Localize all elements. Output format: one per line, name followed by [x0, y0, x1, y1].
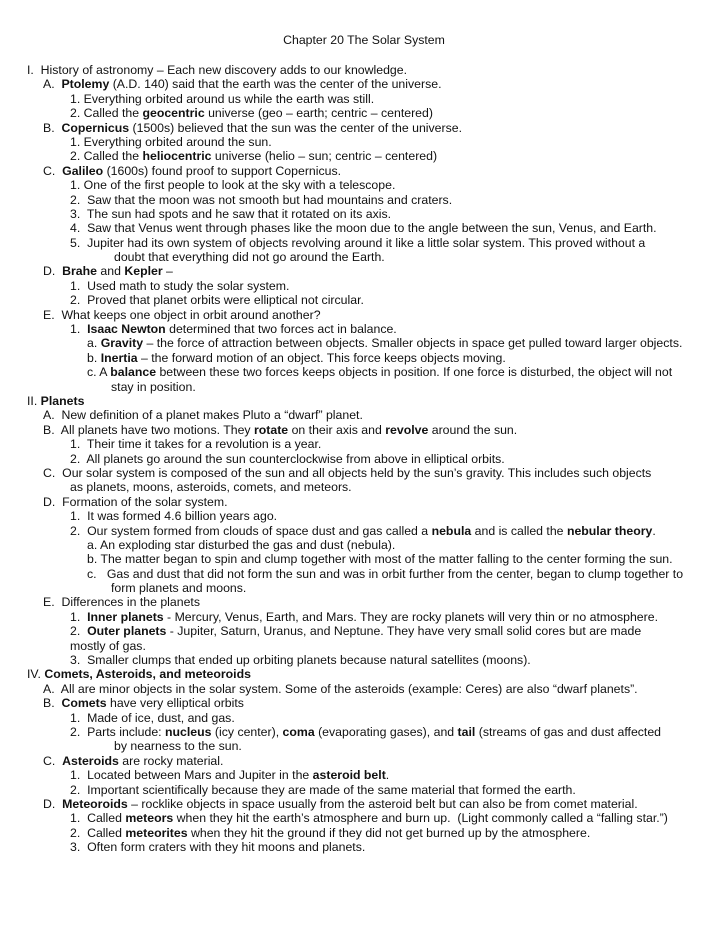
line-text: - Jupiter, Saturn, Uranus, and Neptune. They have very small solid cores but are made [166, 624, 642, 639]
line-text: I. History of astronomy – Each new discovery adds to our knowledge. [27, 63, 408, 77]
bold-term: nebula [431, 523, 472, 538]
line-text: – the force of attraction between objects. Smaller objects in space get pulled toward larger objects. [143, 336, 683, 351]
outline-line [0, 725, 728, 739]
line-text: c. A [87, 365, 111, 380]
bold-term: meteorites [125, 825, 188, 840]
line-text: are rocky material. [118, 753, 224, 768]
line-text: 2. Proved that planet orbits were elliptical not circular. [70, 293, 364, 308]
line-text: mostly of gas. [70, 638, 146, 653]
line-text: have very elliptical orbits [106, 696, 244, 711]
line-text: . [385, 768, 390, 783]
line-text: (icy center), [211, 724, 283, 739]
line-text: 1. [70, 322, 88, 337]
outline-line [0, 279, 728, 293]
bold-term: Brahe [62, 264, 97, 279]
line-text: 3. Smaller clumps that ended up orbiting planets because natural satellites (moons). [70, 653, 531, 668]
outline-line [0, 380, 728, 394]
line-text: and is called the [471, 523, 567, 538]
line-text: A. [43, 77, 62, 92]
bold-term: Copernicus [61, 120, 130, 135]
line-text: 2. Called [70, 825, 126, 840]
outline-line [0, 653, 728, 667]
outline-line [0, 754, 728, 768]
outline-line [0, 423, 728, 437]
line-text: 5. Jupiter had its own system of objects revolving around it like a little solar system. This proved without a [70, 235, 646, 250]
bold-term: Comets [61, 696, 107, 711]
outline-line [0, 581, 728, 595]
outline-line [0, 308, 728, 322]
line-text: 2. Called the [70, 149, 143, 164]
line-text: C. [43, 753, 63, 768]
outline-line [0, 365, 728, 379]
line-text: D. [43, 796, 63, 811]
line-text: 2. Our system formed from clouds of space dust and gas called a [70, 523, 432, 538]
bold-term: revolve [385, 422, 429, 437]
outline-line [0, 164, 728, 178]
line-text: D. Formation of the solar system. [43, 494, 228, 509]
line-text: 1. Made of ice, dust, and gas. [70, 710, 235, 725]
bold-term: rotate [253, 422, 289, 437]
bold-term: heliocentric [142, 149, 212, 164]
line-text: – the forward motion of an object. This force keeps objects moving. [137, 350, 506, 365]
line-text: 1. Used math to study the solar system. [70, 278, 290, 293]
outline-line [0, 92, 728, 106]
line-text: 2. Important scientifically because they are made of the same material that formed the earth. [70, 782, 576, 797]
bold-term: coma [282, 724, 315, 739]
line-text: 1. Everything orbited around the sun. [70, 134, 272, 149]
outline-line [0, 538, 728, 552]
line-text: b. The matter began to spin and clump together with most of the matter falling to the center forming the sun. [87, 552, 673, 567]
line-text: universe (helio – sun; centric – centered) [211, 149, 438, 164]
outline-line [0, 394, 728, 408]
bold-term: geocentric [142, 106, 205, 121]
line-text: 2. Parts include: [70, 724, 166, 739]
line-text: 1. Everything orbited around us while the earth was still. [70, 91, 375, 106]
line-text: 2. Saw that the moon was not smooth but had mountains and craters. [70, 192, 453, 207]
outline-line [0, 264, 728, 278]
line-text: B. All planets have two motions. They [43, 422, 254, 437]
outline-line [0, 408, 728, 422]
line-text: stay in position. [111, 379, 196, 394]
outline-line [0, 711, 728, 725]
bold-term: Planets [40, 393, 85, 408]
line-text: 4. Saw that Venus went through phases like the moon due to the angle between the sun, Venus, and Earth. [70, 221, 657, 236]
outline-line [0, 826, 728, 840]
outline-line [0, 293, 728, 307]
outline-line [0, 509, 728, 523]
line-text: 2. Called the [70, 106, 143, 121]
line-text: when they hit the earth’s atmosphere and burn up. (Light commonly called a “falling star.”) [173, 811, 668, 826]
line-text: when they hit the ground if they did not get burned up by the atmosphere. [187, 825, 591, 840]
line-text: - Mercury, Venus, Earth, and Mars. They are rocky planets will very thin or no atmosphere. [163, 609, 659, 624]
line-text: 1. [70, 609, 88, 624]
bold-term: Meteoroids [62, 796, 128, 811]
line-text: form planets and moons. [111, 581, 247, 596]
bold-term: nebular theory [566, 523, 653, 538]
line-text: (streams of gas and dust affected [475, 724, 662, 739]
outline-line [0, 624, 728, 638]
outline-line [0, 336, 728, 350]
line-text: on their axis and [288, 422, 386, 437]
line-text: (evaporating gases), and [314, 724, 458, 739]
bold-term: Galileo [62, 163, 104, 178]
line-text: B. [43, 696, 62, 711]
outline-line [0, 783, 728, 797]
line-text: 1. Located between Mars and Jupiter in the [70, 768, 313, 783]
bold-term: Ptolemy [61, 77, 110, 92]
line-text: doubt that everything did not go around the Earth. [114, 250, 385, 265]
line-text: IV. [27, 667, 45, 682]
bold-term: balance [110, 365, 157, 380]
line-text: C. Our solar system is composed of the sun and all objects held by the sun’s gravity. This includes such objects [43, 465, 652, 480]
bold-term: Inner planets [87, 609, 164, 624]
line-text: and [97, 264, 125, 279]
line-text: (1500s) believed that the sun was the center of the universe. [129, 120, 463, 135]
line-text: 3. The sun had spots and he saw that it rotated on its axis. [70, 206, 392, 221]
outline-line [0, 207, 728, 221]
outline-line [0, 466, 728, 480]
line-text: universe (geo – earth; centric – centered) [204, 106, 433, 121]
line-text: II. [27, 393, 41, 408]
line-text: 1. One of the first people to look at the sky with a telescope. [70, 178, 396, 193]
outline-line [0, 135, 728, 149]
outline-line [0, 552, 728, 566]
outline-body [0, 63, 728, 854]
outline-line [0, 221, 728, 235]
outline-line [0, 193, 728, 207]
line-text: by nearness to the sun. [114, 739, 242, 754]
line-text: c. Gas and dust that did not form the sun and was in orbit further from the center, began to clump together to [87, 566, 684, 581]
line-text: b. [87, 350, 101, 365]
line-text: E. What keeps one object in orbit around another? [43, 307, 321, 322]
bold-term: Kepler [124, 264, 163, 279]
line-text: a. An exploding star disturbed the gas and dust (nebula). [87, 537, 396, 552]
line-text: (A.D. 140) said that the earth was the center of the universe. [109, 77, 442, 92]
outline-line [0, 696, 728, 710]
outline-line [0, 595, 728, 609]
line-text: a. [87, 336, 101, 351]
bold-term: Isaac Newton [87, 322, 166, 337]
bold-term: Outer planets [87, 624, 167, 639]
line-text: 1. Their time it takes for a revolution is a year. [70, 437, 322, 452]
bold-term: tail [457, 724, 476, 739]
outline-line [0, 149, 728, 163]
line-text: 2. All planets go around the sun counterclockwise from above in elliptical orbits. [70, 451, 505, 466]
line-text: B. [43, 120, 62, 135]
outline-line [0, 610, 728, 624]
bold-term: Asteroids [62, 753, 119, 768]
outline-line [0, 178, 728, 192]
outline-line [0, 351, 728, 365]
bold-term: nucleus [165, 724, 212, 739]
line-text: 3. Often form craters with they hit moons and planets. [70, 840, 366, 855]
line-text: determined that two forces act in balance. [165, 322, 397, 337]
outline-line [0, 452, 728, 466]
page-title: Chapter 20 The Solar System [283, 33, 445, 47]
outline-line [0, 250, 728, 264]
line-text: A. New definition of a planet makes Pluto a “dwarf” planet. [43, 408, 363, 423]
line-text: 1. Called [70, 811, 126, 826]
bold-term: meteors [125, 811, 174, 826]
outline-line [0, 567, 728, 581]
line-text: – [162, 264, 173, 279]
outline-line [0, 739, 728, 753]
line-text: A. All are minor objects in the solar system. Some of the asteroids (example: Ceres) are also “dwarf planets”. [43, 681, 638, 696]
outline-line [0, 106, 728, 120]
line-text: E. Differences in the planets [43, 595, 200, 610]
line-text: – rocklike objects in space usually from the asteroid belt but can also be from comet material. [127, 796, 638, 811]
outline-line [0, 480, 728, 494]
outline-line [0, 768, 728, 782]
line-text: 2. [70, 624, 88, 639]
line-text: . [652, 523, 656, 538]
line-text: between these two forces keeps objects in position. If one force is disturbed, the object will not [156, 365, 673, 380]
outline-line [0, 667, 728, 681]
outline-line [0, 682, 728, 696]
outline-line [0, 797, 728, 811]
outline-line [0, 524, 728, 538]
outline-line [0, 495, 728, 509]
line-text: (1600s) found proof to support Copernicus. [103, 163, 342, 178]
outline-line [0, 437, 728, 451]
line-text: as planets, moons, asteroids, comets, and meteors. [70, 480, 352, 495]
outline-line [0, 840, 728, 854]
outline-line [0, 811, 728, 825]
outline-line [0, 322, 728, 336]
line-text: D. [43, 264, 63, 279]
bold-term: Inertia [100, 350, 138, 365]
outline-line [0, 639, 728, 653]
line-text: 1. It was formed 4.6 billion years ago. [70, 509, 278, 524]
outline-line [0, 121, 728, 135]
line-text: around the sun. [428, 422, 518, 437]
bold-term: Gravity [100, 336, 144, 351]
bold-term: asteroid belt [312, 768, 386, 783]
outline-line [0, 63, 728, 77]
outline-line [0, 236, 728, 250]
bold-term: Comets, Asteroids, and meteoroids [44, 667, 251, 682]
line-text: C. [43, 163, 63, 178]
outline-line [0, 77, 728, 91]
